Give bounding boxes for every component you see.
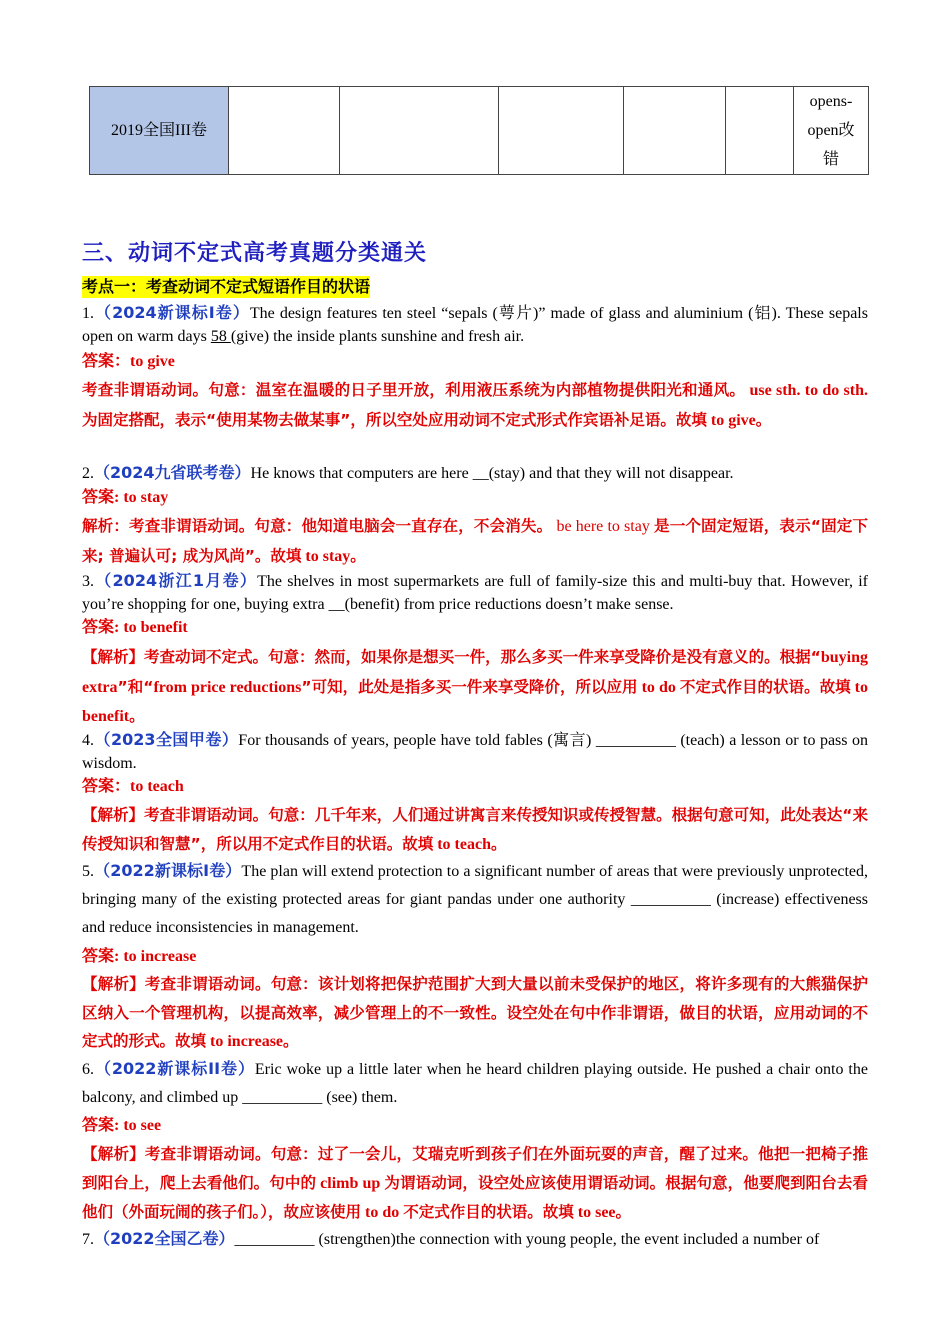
analysis-text: 为固定搭配，表示“使用某物去做某事”，所以空处应用动词不定式形式作宾语补足语。故填 [82,410,707,429]
table-cell-note [794,87,869,175]
section-title: 三、动词不定式高考真题分类通关 [82,241,428,266]
analysis-text: 。 [350,546,366,565]
analysis-text: 。 [129,707,145,725]
question-blank: 58 [210,328,231,345]
question-2 [82,461,868,485]
table-row [90,87,869,175]
answer-2: 答案: to stay [82,489,169,506]
analysis-text: 。 [490,834,507,853]
score-table [89,86,869,175]
question-source: （2022全国乙卷） [94,1229,235,1248]
question-text: He knows that computers are here __(stay) and that they will not disappear. [250,465,734,482]
analysis-text: 【解析】考查非谓语动词。句意：过了一会儿，艾瑞克听到孩子们在外面玩耍的声音，醒了过来。他把一把椅子推到阳台上，爬上去看他们。句中的 [82,1145,868,1192]
question-source: （2024九省联考卷） [94,463,251,482]
question-3 [82,569,868,616]
question-number: 2. [82,465,94,482]
answer-4: 答案：to teach [82,778,184,795]
question-5 [82,857,868,942]
question-text: The plan will extend protection to a significant number of areas that were previously unprotected, bringing many of the existing protected areas for giant pandas under one authority __________ (increase) effectiveness and reduce inconsistencies in management. [82,863,868,936]
analysis-1 [82,376,868,435]
analysis-text: to do [637,678,680,696]
analysis-text: 解析：考查非谓语动词。句意：他知道电脑会一直存在，不会消失。 [82,517,553,535]
analysis-6 [82,1140,868,1228]
question-number: 5. [82,863,94,880]
question-text: (give) the inside plants sunshine and fresh air. [230,328,525,345]
analysis-text: 。 [755,410,772,429]
analysis-text: 【解析】考查动词不定式。句意：然而，如果你是想买一件，那么多买一件来享受降价是没有意义的。根据“ [82,648,821,666]
table-row-label: 2019全国III卷 [90,87,229,175]
note-line: 错 [822,151,839,168]
question-text: For thousands of years, people have told fables (寓言) __________ (teach) a lesson or to pass on wisdom. [82,732,868,772]
question-number: 4. [82,732,94,749]
analysis-text: to increase [206,1033,284,1050]
table-cell [726,87,794,175]
analysis-text: use sth. to do sth. [745,382,868,399]
question-source: （2024新课标I卷） [94,303,250,322]
analysis-text: 【解析】考查非谓语动词。句意：该计划将把保护范围扩大到大量以前未受保护的地区，将许多现有的大熊猫保护区纳入一个管理机构，以提高效率，减少管理上的不一致性。设空处在句中作非谓语，做目的状语，应用动词的不定式的形式。故填 [82,975,868,1050]
analysis-text: 【解析】考查非谓语动词。句意：几千年来，人们通过讲寓言来传授知识或传授智慧。根据句意可知，此处表达“来传授知识和智慧”，所以用不定式作目的状语。故填 [82,806,868,853]
question-source: （2023全国甲卷） [94,730,239,749]
question-text: The shelves in most supermarkets are full of family-size this and multi-buy that. However, if you’re shopping for one, buying extra __(benefit) from price reductions doesn’t make sense. [82,573,869,613]
question-text: Eric woke up a little later when he heard children playing outside. He pushed a chair onto the balcony, and climbed up __________ (see) them. [82,1061,868,1106]
question-7 [82,1225,868,1254]
question-source: （2022新课标I卷） [94,861,242,880]
question-text: The design features ten steel “sepals (萼片)” made of glass and aluminium (铝). These sepals open on warm days [82,305,868,345]
analysis-text: to benefit [82,678,869,725]
kaodian-heading: 考点一：考查动词不定式短语作目的状语 [82,277,371,296]
table-cell [340,87,499,175]
analysis-text: 考查非谓语动词。句意：温室在温暖的日子里开放，利用液压系统为内部植物提供阳光和通风。 [82,381,746,399]
analysis-text: 不定式作目的状语。故填 [679,677,851,696]
analysis-text: climb up [316,1174,385,1192]
table-cell [499,87,624,175]
analysis-text: to see [573,1204,616,1221]
analysis-3 [82,643,868,732]
analysis-text: 。 [615,1203,632,1221]
note-line: opens- [809,93,853,110]
analysis-2 [82,512,868,571]
analysis-text: ”和“ [117,677,154,696]
analysis-text: to teach [433,835,491,853]
question-number: 3. [82,573,94,590]
question-4 [82,728,868,775]
analysis-4 [82,801,868,859]
question-number: 6. [82,1061,94,1078]
analysis-text: from price reductions [153,678,302,696]
table-cell [229,87,340,175]
question-source: （2022新课标II卷） [94,1059,255,1078]
analysis-text: buying extra [82,649,868,696]
analysis-5 [82,970,868,1057]
analysis-text: 是一个固定短语，表示“固定下来; 普遍认可; 成为风尚”。故填 [82,517,868,565]
question-number: 1. [82,305,94,322]
analysis-text: 不定式作目的状语。故填 [403,1203,574,1221]
question-text: __________ (strengthen)the connection with young people, the event included a number of [234,1231,820,1248]
analysis-text: to stay [301,547,351,565]
analysis-text: to do [361,1204,404,1221]
table-cell [624,87,726,175]
question-number: 7. [82,1231,94,1248]
answer-6: 答案: to see [82,1117,162,1134]
analysis-text: 为谓语动词，设空处应该使用谓语动词。根据句意，他要爬到阳台去看他们（外面玩闹的孩子们。），故应该使用 [82,1173,868,1221]
analysis-text: 。 [283,1032,299,1050]
answer-5: 答案: to increase [82,948,197,965]
note-line: open改 [807,122,855,139]
question-source: （2024浙江1月卷） [94,571,258,590]
answer-3: 答案: to benefit [82,619,188,636]
analysis-text: ”可知，此处是指多买一件来享受降价，所以应用 [301,677,638,696]
question-6 [82,1055,868,1112]
question-1 [82,301,868,348]
answer-1: 答案：to give [82,353,175,370]
analysis-text: be here to stay [552,518,655,535]
analysis-text: to give [706,411,756,429]
